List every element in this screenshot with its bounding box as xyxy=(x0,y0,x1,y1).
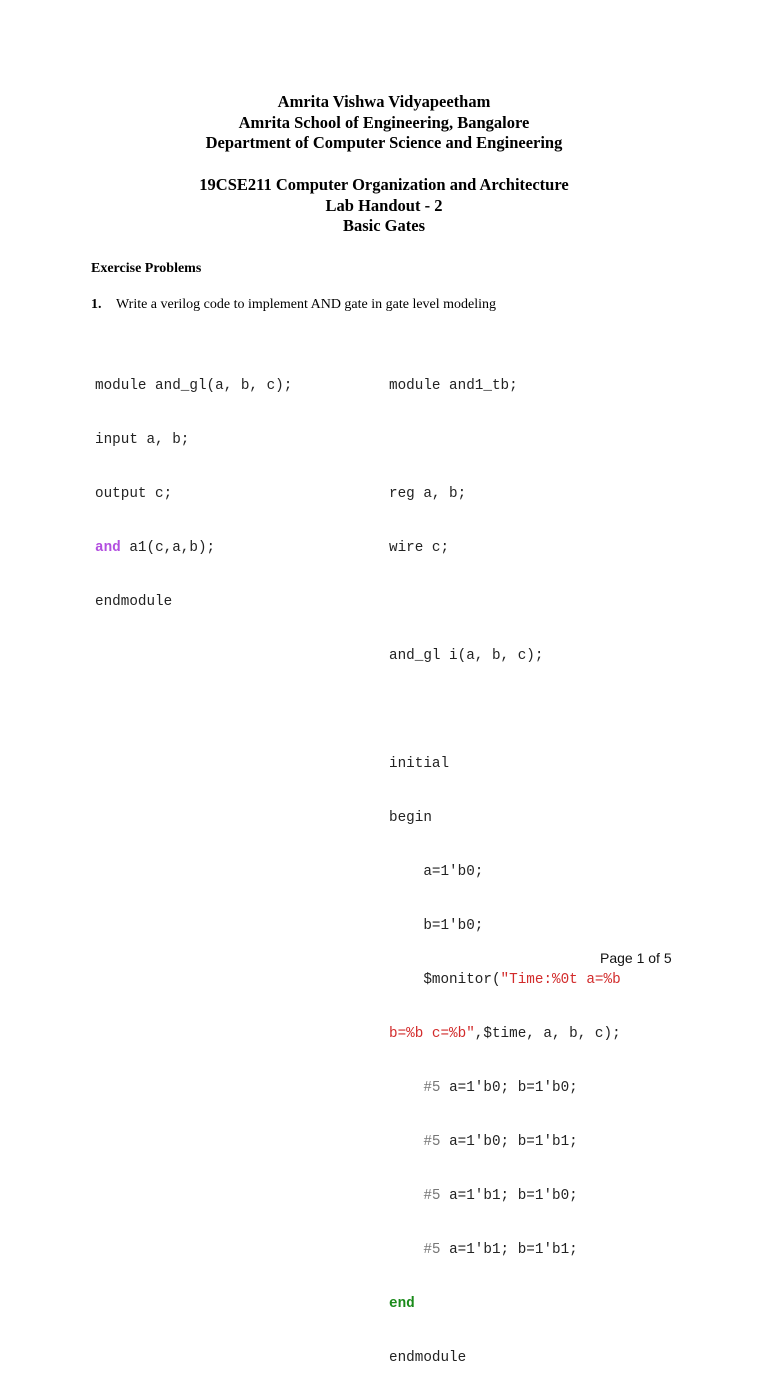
section-heading: Exercise Problems xyxy=(91,261,202,276)
string-literal: "Time:%0t a=%b xyxy=(500,972,621,988)
code-line: initial xyxy=(389,756,450,772)
code-line xyxy=(389,1241,621,1259)
code-line xyxy=(389,1187,621,1205)
code-line-blank xyxy=(389,593,621,611)
department-name: Department of Computer Science and Engineering xyxy=(205,133,563,153)
string-literal: b=%b c=%b" xyxy=(389,1026,475,1042)
handout-title: Lab Handout - 2 xyxy=(325,195,443,215)
code-line: reg a, b; xyxy=(389,486,467,502)
keyword-end: end xyxy=(389,1296,415,1312)
code-line: module and_gl(a, b, c); xyxy=(95,378,293,394)
code-line-blank xyxy=(389,701,621,719)
code-line xyxy=(389,1133,621,1151)
code-line: input a, b; xyxy=(95,432,190,448)
code-line xyxy=(389,971,621,989)
code-line xyxy=(389,1295,621,1313)
university-name: Amrita Vishwa Vidyapeetham xyxy=(277,92,491,111)
page-number: Page 1 of 5 xyxy=(600,950,672,966)
question-text: Write a verilog code to implement AND gate in gate level modeling xyxy=(116,297,497,312)
delay-token: #5 xyxy=(389,1080,441,1096)
question-1 xyxy=(91,297,496,313)
code-line: b=1'b0; xyxy=(389,918,484,934)
school-name: Amrita School of Engineering, Bangalore xyxy=(238,112,530,132)
code-line: begin xyxy=(389,810,432,826)
code-text: a=1'b0; b=1'b1; xyxy=(440,1134,578,1150)
topic-title: Basic Gates xyxy=(342,216,426,236)
question-number: 1. xyxy=(91,297,102,312)
code-line: endmodule xyxy=(95,594,173,610)
code-line xyxy=(389,1025,621,1043)
code-text: ,$time, a, b, c); xyxy=(474,1026,621,1042)
code-line xyxy=(95,539,292,557)
code-line-blank xyxy=(389,431,621,449)
code-line: a=1'b0; xyxy=(389,864,484,880)
delay-token: #5 xyxy=(389,1188,441,1204)
document-header xyxy=(0,92,768,237)
code-text: $monitor( xyxy=(389,972,501,988)
code-line: and_gl i(a, b, c); xyxy=(389,648,544,664)
keyword-and: and xyxy=(95,540,121,556)
delay-token: #5 xyxy=(389,1134,441,1150)
code-line: output c; xyxy=(95,486,173,502)
delay-token: #5 xyxy=(389,1242,441,1258)
code-text: a1(c,a,b); xyxy=(120,540,216,556)
code-line xyxy=(389,1079,621,1097)
code-line: wire c; xyxy=(389,540,450,556)
code-text: a=1'b1; b=1'b0; xyxy=(440,1188,578,1204)
code-block-module xyxy=(95,341,292,629)
code-text: a=1'b1; b=1'b1; xyxy=(440,1242,578,1258)
course-title: 19CSE211 Computer Organization and Architecture xyxy=(199,174,569,194)
code-block-testbench xyxy=(389,341,621,1385)
code-line: module and1_tb; xyxy=(389,378,518,394)
code-line: endmodule xyxy=(389,1350,467,1366)
code-text: a=1'b0; b=1'b0; xyxy=(440,1080,578,1096)
